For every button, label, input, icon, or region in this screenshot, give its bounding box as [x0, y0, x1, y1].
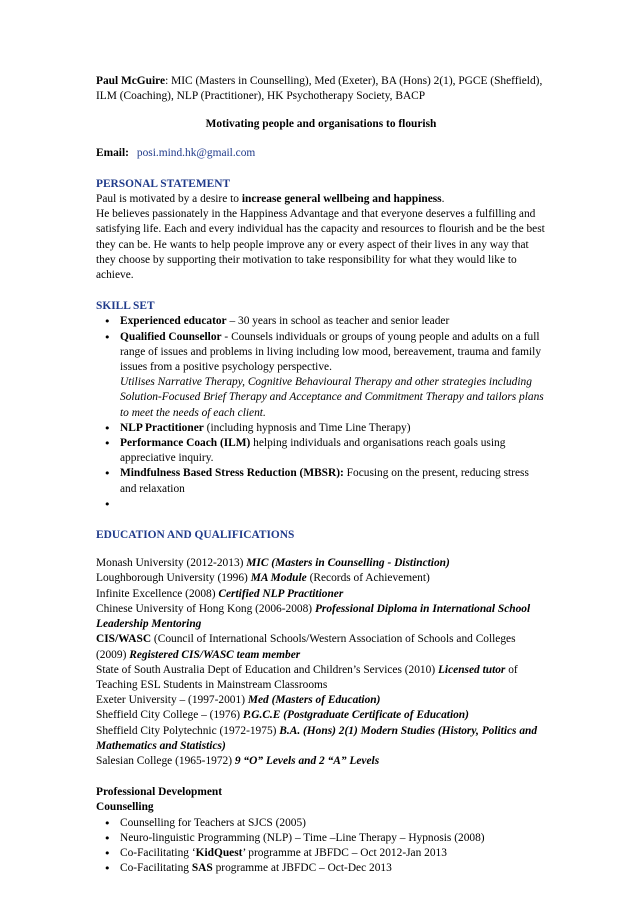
- edu-award: P.G.C.E (Postgraduate Certificate of Education): [242, 709, 469, 722]
- education-entry: [96, 708, 546, 723]
- intro-bold: increase general wellbeing and happiness: [241, 193, 442, 206]
- edu-award: MIC (Masters in Counselling - Distinction): [246, 557, 450, 570]
- skill-title: Performance Coach (ILM): [120, 437, 251, 450]
- edu-text: Chinese University of Hong Kong (2006-2008): [96, 602, 315, 615]
- pd-text-end: ’ programme at JBFDC – Oct 2012-Jan 2013: [242, 846, 447, 859]
- education-entry: [96, 754, 546, 769]
- email-label: Email:: [96, 146, 129, 159]
- edu-award: Med (Masters of Education): [247, 694, 381, 707]
- education-entry: [96, 587, 546, 602]
- edu-text: Exeter University – (1997-2001): [96, 694, 248, 707]
- credentials-text: : MIC (Masters in Counselling), Med (Exeter), BA (Hons) 2(1), PGCE (Sheffield), ILM (Coaching), NLP (Practitioner), HK Psychotherapy Society, BACP: [96, 75, 543, 103]
- skill-title: Qualified Counsellor: [120, 330, 222, 343]
- edu-text: Salesian College (1965-1972): [96, 754, 235, 767]
- education-entry: [96, 724, 546, 754]
- edu-award: MA Module: [250, 572, 307, 585]
- email-link[interactable]: posi.mind.hk@gmail.com: [136, 146, 256, 159]
- skill-text: Focusing on the present, reducing stress and relaxation: [120, 467, 529, 495]
- pd-text-end: programme at JBFDC – Oct-Dec 2013: [212, 862, 392, 875]
- edu-text: Sheffield City College – (1976): [96, 709, 243, 722]
- education-entry: [96, 556, 546, 571]
- skill-item: [98, 436, 546, 466]
- skill-item: [98, 330, 546, 421]
- pd-subheading-text: Counselling: [96, 801, 154, 814]
- skill-italic-text: Utilises Narrative Therapy, Cognitive Behavioural Therapy and other strategies including Solution-Focused Brief Therapy and Acceptance and Commitment Therapy and tailors plans to meet the needs of each client.: [120, 376, 544, 419]
- skill-title: Mindfulness Based Stress Reduction (MBSR):: [120, 467, 344, 480]
- education-entry: [96, 693, 546, 708]
- resume-page: [96, 74, 546, 876]
- skill-item: [98, 314, 546, 329]
- intro-end: .: [441, 193, 445, 206]
- email-line: [96, 146, 546, 161]
- edu-text-end: (Records of Achievement): [306, 572, 430, 585]
- counselling-subheading: [96, 800, 546, 815]
- edu-award: 9 “O” Levels and 2 “A” Levels: [234, 754, 380, 767]
- edu-text: Sheffield City Polytechnic (1972-1975): [96, 724, 280, 737]
- skill-text: (including hypnosis and Time Line Therapy): [203, 421, 411, 434]
- pd-item: [98, 846, 546, 861]
- edu-award: Registered CIS/WASC team member: [129, 648, 301, 661]
- pd-bold: SAS: [191, 862, 213, 875]
- education-heading: EDUCATION AND QUALIFICATIONS: [96, 529, 295, 542]
- education-entry: [96, 632, 546, 662]
- pd-text: Co-Facilitating: [120, 862, 192, 875]
- education-entry: [96, 602, 546, 632]
- edu-text: (Council of International Schools/Western Association of Schools and Colleges (2009): [96, 633, 516, 661]
- edu-org: CIS/WASC: [96, 633, 152, 646]
- skill-list: [96, 314, 546, 512]
- skill-item: [98, 466, 546, 496]
- personal-statement-body: He believes passionately in the Happiness Advantage and that everyone deserves a fulfilling and satisfying life. Each and every individual has the capacity and resources to flourish and be the best they can be. He wants to help people improve any or every aspect of their lives in any way that they choose by supporting their motivation to take responsibility for what they would like to achieve.: [96, 208, 545, 282]
- intro-text: Paul is motivated by a desire to: [96, 193, 242, 206]
- skill-text: helping individuals and organisations reach goals using appreciative inquiry.: [120, 437, 506, 465]
- edu-text: Monash University (2012-2013): [96, 557, 247, 570]
- header-credentials: [96, 74, 546, 104]
- edu-award: Professional Diploma in International School Leadership Mentoring: [96, 602, 531, 631]
- pd-list: [96, 816, 546, 877]
- personal-statement-heading: PERSONAL STATEMENT: [96, 177, 231, 190]
- skill-text: - Counsels individuals or groups of young people and adults on a full range of issues and problems in living including low mood, bereavement, trauma and family issues from a positive psychology perspective.: [120, 330, 542, 374]
- skill-title: NLP Practitioner: [120, 421, 204, 434]
- edu-award: Certified NLP Practitioner: [218, 587, 344, 600]
- personal-statement-intro: [96, 192, 546, 207]
- pd-text: Co-Facilitating ‘: [120, 846, 196, 859]
- edu-text: Infinite Excellence (2008): [96, 587, 219, 600]
- education-entry: [96, 663, 546, 693]
- pd-heading-text: Professional Development: [96, 786, 223, 799]
- edu-text: Loughborough University (1996): [96, 572, 251, 585]
- education-entry: [96, 571, 546, 586]
- tagline: Motivating people and organisations to flourish: [205, 118, 437, 131]
- pd-item: • Counselling for Teachers at SJCS (2005): [98, 816, 546, 831]
- edu-award: B.A. (Hons) 2(1) Modern Studies (History, Politics and Mathematics and Statistics): [96, 724, 538, 752]
- skill-title: Experienced educator: [120, 315, 227, 328]
- edu-text-end: of Teaching ESL Students in Mainstream Classrooms: [96, 663, 518, 691]
- pd-item: • Neuro-linguistic Programming (NLP) – Time –Line Therapy – Hypnosis (2008): [98, 831, 546, 846]
- skill-set-heading: SKILL SET: [96, 300, 155, 313]
- pd-bold: KidQuest: [195, 846, 243, 859]
- professional-development-heading: [96, 785, 546, 800]
- skill-item-empty: [98, 497, 546, 512]
- skill-item: [98, 421, 546, 436]
- pd-item: [98, 861, 546, 876]
- skill-text: – 30 years in school as teacher and senior leader: [226, 315, 450, 328]
- edu-award: Licensed tutor: [437, 663, 506, 676]
- candidate-name: Paul McGuire: [96, 75, 166, 87]
- edu-text: State of South Australia Dept of Education and Children’s Services (2010): [96, 663, 438, 676]
